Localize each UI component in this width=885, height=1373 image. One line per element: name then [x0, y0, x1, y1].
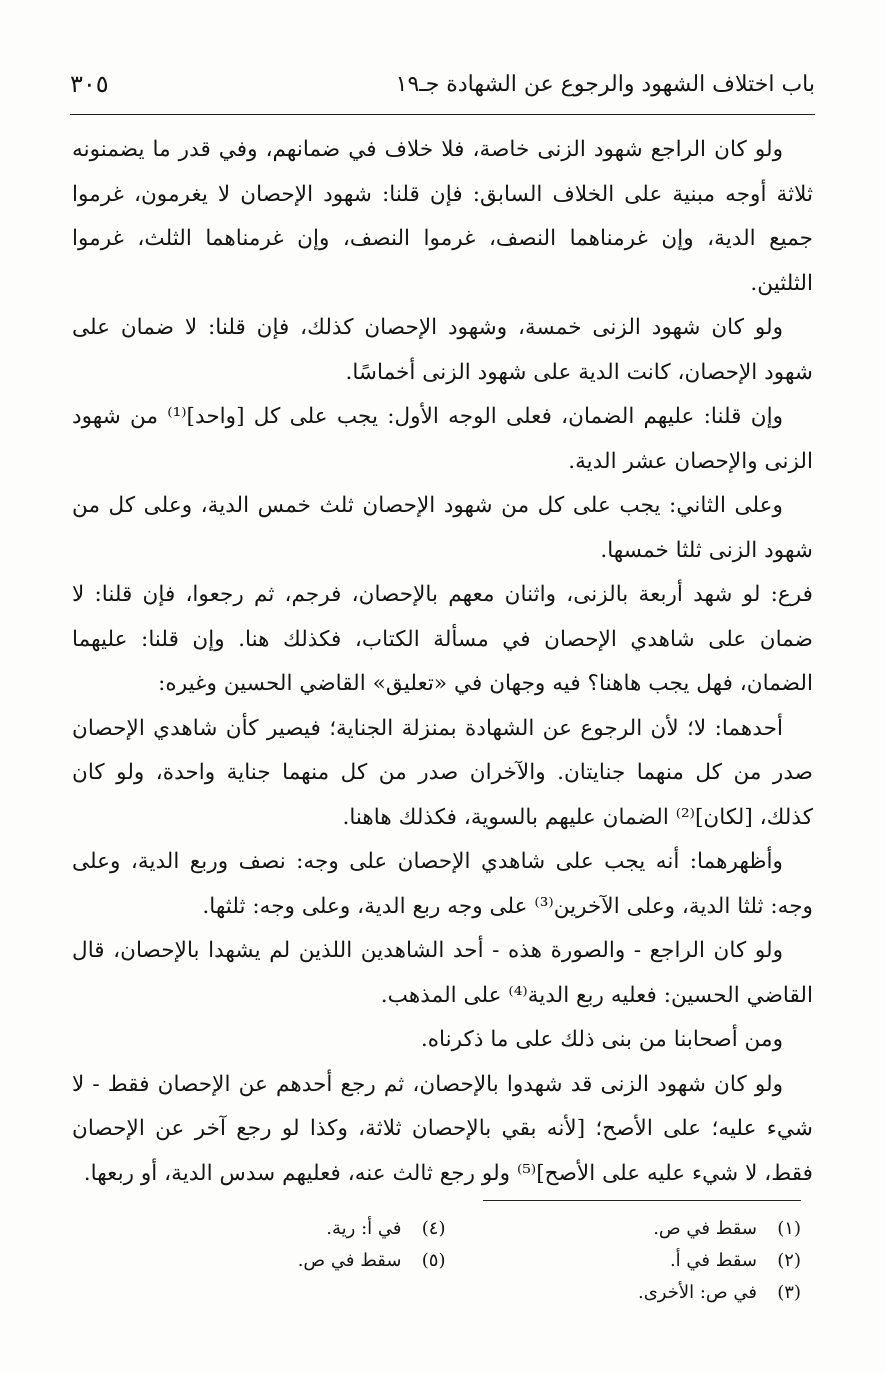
footnote-number: (٤)	[421, 1218, 446, 1239]
footnote-text: في ص: الأخرى.	[637, 1282, 757, 1303]
footnote-text: سقط في ص.	[653, 1218, 757, 1239]
page-header	[70, 64, 815, 104]
footnotes	[90, 1213, 801, 1309]
paragraph: وعلى الثاني: يجب على كل من شهود الإحصان ثلث خمس الدية، وعلى كل من شهود الزنى ثلثا خمسها.	[72, 493, 813, 563]
footnote	[90, 1245, 446, 1277]
footnote	[446, 1245, 802, 1277]
page-number: ٣٠٥	[70, 70, 109, 98]
paragraph: وإن قلنا: عليهم الضمان، فعلى الوجه الأول: يجب على كل [واحد]⁽¹⁾ من شهود الزنى والإحصان عشر الدية.	[72, 404, 813, 474]
footnote-text: في أ: رية.	[326, 1218, 402, 1239]
paragraph: ومن أصحابنا من بنى ذلك على ما ذكرناه.	[420, 1027, 783, 1052]
footnote-number: (٢)	[777, 1250, 801, 1271]
main-text	[72, 128, 813, 1196]
footnote	[446, 1277, 802, 1309]
footnote-text: سقط في أ.	[669, 1250, 757, 1271]
footnote-number: (٣)	[777, 1282, 801, 1303]
footnote-number: (٥)	[421, 1250, 446, 1271]
footnote-number: (١)	[777, 1218, 801, 1239]
footnotes-column-left	[90, 1213, 446, 1309]
running-title: باب اختلاف الشهود والرجوع عن الشهادة جـ١٩	[395, 71, 815, 97]
header-rule	[70, 114, 815, 115]
footnote-rule	[483, 1200, 801, 1201]
footnote	[90, 1213, 446, 1245]
paragraph: ولو كان الراجع شهود الزنى خاصة، فلا خلاف في ضمانهم، وفي قدر ما يضمنونه ثلاثة أوجه مبنية على الخلاف السابق: فإن قلنا: شهود الإحصان لا يغرمون، غرموا جميع الدية، وإن غرمناهما النصف، غرموا النصف، وإن غرمناهما الثلث، غرموا الثلثين.	[72, 137, 813, 296]
paragraph: ولو كان شهود الزنى قد شهدوا بالإحصان، ثم رجع أحدهم عن الإحصان فقط - لا شيء عليه؛ على الأصح؛ [لأنه بقي بالإحصان ثلاثة، وكذا لو رجع آخر عن الإحصان فقط، لا شيء عليه على الأصح]⁽⁵⁾ ولو رجع ثالث عنه، فعليهم سدس الدية، أو ربعها.	[72, 1071, 813, 1186]
paragraph: أحدهما: لا؛ لأن الرجوع عن الشهادة بمنزلة الجناية؛ فيصير كأن شاهدي الإحصان صدر من كل منهما جنايتان. والآخران صدر من كل منهما جناية واحدة، ولو كان كذلك، [لكان]⁽²⁾ الضمان عليهم بالسوية، فكذلك هاهنا.	[72, 715, 813, 830]
paragraph: ولو كان الراجع - والصورة هذه - أحد الشاهدين اللذين لم يشهدا بالإحصان، قال القاضي الحسين: فعليه ربع الدية⁽⁴⁾ على المذهب.	[72, 938, 813, 1008]
footnotes-column-right	[446, 1213, 802, 1309]
footnote-text: سقط في ص.	[297, 1250, 402, 1271]
footnote	[446, 1213, 802, 1245]
paragraph: فرع: لو شهد أربعة بالزنى، واثنان معهم بالإحصان، فرجم، ثم رجعوا، فإن قلنا: لا ضمان على شاهدي الإحصان في مسألة الكتاب، فكذلك هنا. وإن قلنا: عليهما الضمان، فهل يجب هاهنا؟ فيه وجهان في «تعليق» القاضي الحسين وغيره:	[72, 582, 813, 696]
paragraph: ولو كان شهود الزنى خمسة، وشهود الإحصان كذلك، فإن قلنا: لا ضمان على شهود الإحصان، كانت الدية على شهود الزنى أخماسًا.	[72, 315, 813, 385]
paragraph: وأظهرهما: أنه يجب على شاهدي الإحصان على وجه: نصف وربع الدية، وعلى وجه: ثلثا الدية، وعلى الآخرين⁽³⁾ على وجه ربع الدية، وعلى وجه: ثلثها.	[72, 849, 813, 919]
